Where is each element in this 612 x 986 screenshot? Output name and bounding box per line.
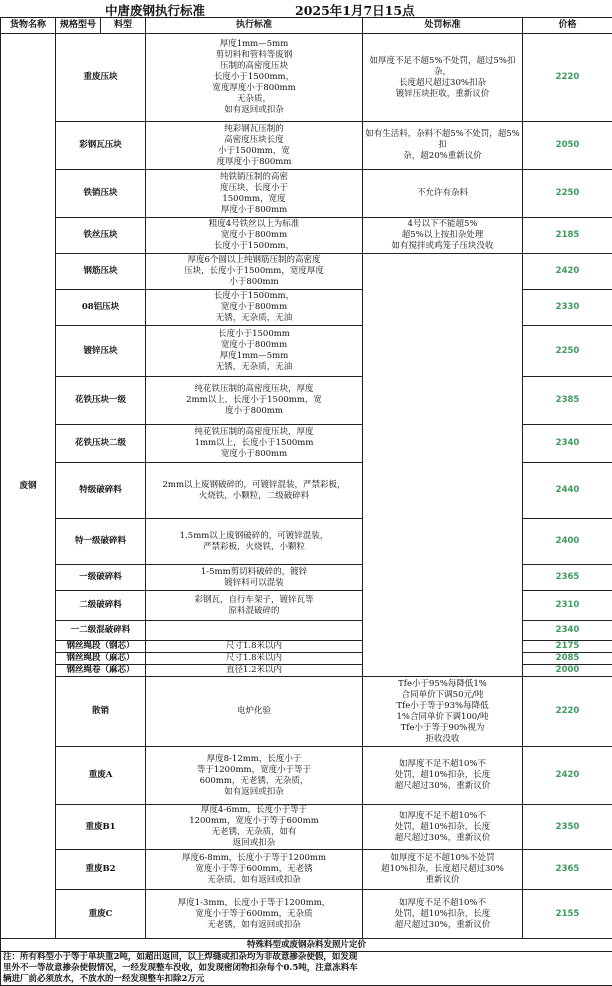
standard-cell (146, 326, 363, 377)
standard-cell (146, 665, 363, 677)
standard-text: 彩钢瓦，自行车架子，镀锌瓦等 原料混破碎的 (148, 595, 360, 617)
col-header-price: 价格 (523, 18, 612, 34)
price-cell: 2250 (523, 170, 612, 218)
standard-text: 厚度1-3mm，长度小于等于1200mm， 宽度小于等于600mm，无杂质 无老锈，如有返回或扣杂 (148, 898, 360, 931)
material-type-cell: 彩钢瓦压块 (56, 122, 146, 170)
price-cell: 2310 (523, 591, 612, 621)
footer-note-row (1, 952, 612, 986)
standard-cell (146, 122, 363, 170)
material-type-cell: 镀锌压块 (56, 326, 146, 377)
special-note: 特殊料型或废钢杂料发照片定价 (1, 939, 612, 952)
price-cell: 2220 (523, 34, 612, 122)
penalty-text: 如厚度不足不超10%不 处罚，超10%扣杂，长度 超尺超过30%，重新议价 (365, 898, 520, 931)
penalty-text: 不允许有杂料 (365, 188, 520, 199)
standard-cell (146, 519, 363, 565)
penalty-cell (363, 677, 523, 747)
standard-text: 直径1.2米以内 (148, 665, 360, 676)
standard-text: 电炉化验 (148, 706, 360, 717)
price-cell: 2185 (523, 218, 612, 254)
standard-text: 纯花铁压制的高密度压块，厚度 1mm以上，长度小于1500mm 宽度小于800mm (148, 427, 360, 460)
standard-text: 纯铁销压制的高密 度压块，长度小于 1500mm，宽度 厚度小于800mm (148, 172, 360, 216)
table-row (1, 850, 612, 890)
penalty-cell (363, 890, 523, 939)
price-cell: 2365 (523, 565, 612, 591)
standard-text: 1-5mm剪切料破碎的，镀锌 镀锌料可以混装 (148, 567, 360, 589)
sheet-header (0, 0, 612, 17)
table-row (1, 170, 612, 218)
penalty-cell (363, 218, 523, 254)
table-header-row (1, 18, 612, 34)
standard-text: 厚度8-12mm，长度小于 等于1200mm，宽度小于等于 600mm，无老锈，无杂质， 如有返回或扣杂 (148, 754, 360, 798)
price-cell: 2365 (523, 850, 612, 890)
standard-text: 纯花铁压制的高密度压块，厚度 2mm以上，长度小于1500mm，宽 度小于800mm (148, 384, 360, 417)
standard-cell (146, 218, 363, 254)
footer-note: 注：所有料型小于等于单块重2吨，如超出返回，以上焊缝或扣杂均为非故意掺杂使假，如发现 里外不一等故意掺杂使假情况，一经发现整车没收，如发现密闭物扣杂每个0.5吨，注意冻料车 辆进厂前必须放水，不放水的一经发现整车扣除2万元 (3, 952, 610, 985)
standard-text: 厚度1mm—5mm 剪切料和管料等废钢 压制的高密度压块 长度小于1500mm， 宽度厚度小于800mm 无杂质， 如有返回或扣杂 (148, 39, 360, 116)
standard-cell (146, 591, 363, 621)
price-cell: 2085 (523, 653, 612, 665)
material-type-cell: 钢筋压块 (56, 254, 146, 290)
penalty-cell (363, 850, 523, 890)
material-type-cell: 重废B2 (56, 850, 146, 890)
standard-text: 尺寸1.8米以内 (148, 653, 360, 664)
material-type-cell: 08铝压块 (56, 290, 146, 326)
penalty-cell (363, 34, 523, 122)
price-cell: 2350 (523, 805, 612, 850)
price-cell: 2050 (523, 122, 612, 170)
standard-cell (146, 890, 363, 939)
price-cell: 2330 (523, 290, 612, 326)
penalty-text: Tfe小于95%每降低1% 合同单价下调50元/吨 Tfe小于等于93%每降低 1%合同单价下调100/吨 Tfe小于等于90%视为 拒收没收 (365, 679, 520, 745)
standard-cell (146, 34, 363, 122)
material-type-cell: 重废A (56, 747, 146, 805)
standard-text: 厚度6-8mm，长度小于等于1200mm 宽度小于等于600mm，无老锈 无杂质，如有返回或扣杂 (148, 853, 360, 886)
table-row (1, 218, 612, 254)
table-row (1, 122, 612, 170)
standard-cell (146, 621, 363, 641)
standard-cell (146, 170, 363, 218)
material-type-cell: 铁丝压块 (56, 218, 146, 254)
material-type-cell: 特一级破碎料 (56, 519, 146, 565)
price-cell: 2400 (523, 519, 612, 565)
penalty-text: 如有生活料，杂料不超5%不处罚，超5%扣 杂，超20%重新议价 (365, 129, 520, 162)
price-cell: 2385 (523, 377, 612, 425)
price-cell: 2250 (523, 326, 612, 377)
penalty-text: 如厚度不足不超5%不处罚，超过5%扣杂， 长度超尺超过30%扣杂 镀锌压块拒收，重新议价 (365, 56, 520, 100)
standard-cell (146, 677, 363, 747)
material-type-cell: 一二级混破碎料 (56, 621, 146, 641)
standard-cell (146, 805, 363, 850)
material-type-cell: 重废B1 (56, 805, 146, 850)
col-header-penalty: 处罚标准 (363, 18, 523, 34)
table-row (1, 890, 612, 939)
standard-text: 尺寸1.8米以内 (148, 641, 360, 652)
standard-cell (146, 425, 363, 463)
material-type-cell: 花铁压块二级 (56, 425, 146, 463)
material-type-cell: 散销 (56, 677, 146, 747)
price-cell: 2340 (523, 425, 612, 463)
standard-text: 长度小于1500mm 宽度小于800mm 厚度1mm—5mm 无锈，无杂质，无油 (148, 329, 360, 373)
standard-text: 1.5mm以上废钢破碎的，可镀锌混装， 严禁彩板，火烧铁，小颗粒 (148, 531, 360, 553)
material-type-cell: 特级破碎料 (56, 463, 146, 519)
material-type-cell: 重废C (56, 890, 146, 939)
price-cell: 2220 (523, 677, 612, 747)
table-row (1, 254, 612, 290)
table-row (1, 34, 612, 122)
standard-cell (146, 254, 363, 290)
footer-note-cell (1, 952, 612, 986)
col-header-spec: 规格型号 (56, 18, 101, 34)
special-note-row (1, 939, 612, 952)
price-cell: 2000 (523, 665, 612, 677)
standard-text: 粗度4号铁丝以上为标准 宽度小于800mm 长度小于1500mm， (148, 219, 360, 252)
penalty-cell (363, 170, 523, 218)
price-cell: 2420 (523, 254, 612, 290)
penalty-cell (363, 254, 523, 677)
table-row (1, 677, 612, 747)
col-header-goods: 货物名称 (1, 18, 56, 34)
standard-cell (146, 850, 363, 890)
table-row (1, 805, 612, 850)
material-type-cell: 钢丝绳段（钢芯） (56, 641, 146, 653)
material-type-cell: 一级破碎料 (56, 565, 146, 591)
price-cell: 2175 (523, 641, 612, 653)
standard-text: 厚度4-6mm，长度小于等于 1200mm，宽度小于等于600mm 无老锈，无杂质，如有 返回或扣杂 (148, 805, 360, 849)
standard-cell (146, 463, 363, 519)
standards-table (0, 17, 612, 986)
material-type-cell: 二级破碎料 (56, 591, 146, 621)
sheet-title: 中唐废钢执行标准 (105, 1, 205, 19)
standard-text: 纯彩钢瓦压制的 高密度压块长度 小于1500mm，宽 度厚度小于800mm (148, 124, 360, 168)
table-row (1, 747, 612, 805)
standard-cell (146, 290, 363, 326)
standard-cell (146, 641, 363, 653)
penalty-text: 如厚度不足不超10%不 处罚，超10%扣杂，长度 超尺超过30%，重新议价 (365, 759, 520, 792)
standard-text: 厚度6个圆以上纯钢筋压制的高密度 压块，长度小于1500mm，宽度厚度 小于800mm (148, 255, 360, 288)
material-type-cell: 钢丝绳段（麻芯） (56, 653, 146, 665)
standard-text: 长度小于1500mm， 宽度小于800mm 无锈，无杂质，无油 (148, 291, 360, 324)
penalty-text: 如厚度不足不超10%不处罚 超10%扣杂，长度超尺超过30% 重新议价 (365, 853, 520, 886)
penalty-cell (363, 122, 523, 170)
standard-text: 2mm以上废钢破碎的，可镀锌混装，严禁彩板， 火烧铁，小颗粒，二级破碎料 (148, 480, 360, 502)
price-cell: 2155 (523, 890, 612, 939)
price-cell: 2440 (523, 463, 612, 519)
standard-cell (146, 653, 363, 665)
penalty-text: 4号以下不能超5% 超5%以上按扣杂处理 如有搅拌或鸡笼子压块没收 (365, 219, 520, 252)
material-type-cell: 花铁压块一级 (56, 377, 146, 425)
standard-cell (146, 565, 363, 591)
sheet-date: 2025年1月7日15点 (295, 1, 415, 19)
material-type-cell: 重废压块 (56, 34, 146, 122)
penalty-cell (363, 747, 523, 805)
penalty-cell (363, 805, 523, 850)
price-cell: 2420 (523, 747, 612, 805)
material-type-cell: 钢丝绳卷（麻芯） (56, 665, 146, 677)
standard-cell (146, 377, 363, 425)
penalty-text: 如厚度不足不超10%不 处罚，超10%扣杂，长度 超尺超过30%，重新议价 (365, 811, 520, 844)
material-type-cell: 铁销压块 (56, 170, 146, 218)
price-cell: 2340 (523, 621, 612, 641)
col-header-material: 料型 (101, 18, 146, 34)
goods-category-cell: 废钢 (1, 34, 56, 939)
standard-cell (146, 747, 363, 805)
col-header-standard: 执行标准 (146, 18, 363, 34)
